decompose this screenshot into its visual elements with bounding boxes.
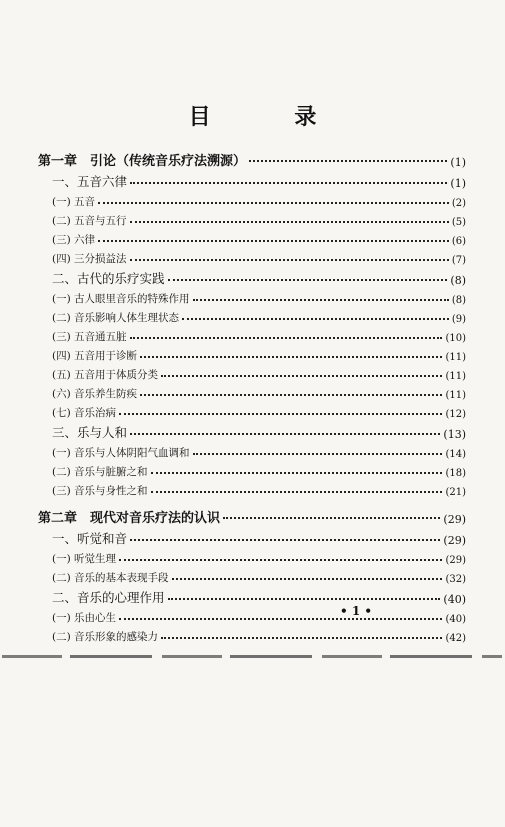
- dot-leader: [140, 356, 442, 358]
- toc-entry-page: (13): [443, 428, 466, 441]
- dot-leader: [151, 472, 443, 474]
- toc-entry-page: (1): [450, 156, 466, 169]
- dot-leader: [119, 618, 442, 620]
- toc-entry-page: (21): [445, 487, 466, 498]
- toc-entry-label: (三) 六律: [52, 234, 96, 246]
- toc-entry-page: (1): [450, 177, 466, 190]
- toc-entry-page: (2): [451, 198, 466, 209]
- toc-entry-label: (三) 音乐与身性之和: [52, 485, 148, 497]
- toc-entry-label: 一、五音六律: [52, 174, 128, 189]
- toc-entry-label: 一、听觉和音: [52, 531, 128, 546]
- toc-entry-label: (二) 音乐形象的感染力: [52, 631, 159, 643]
- toc-sub-entry: [38, 228, 466, 247]
- toc-entry-page: (6): [451, 236, 466, 247]
- toc-section-entry: [38, 585, 466, 606]
- dot-leader: [140, 394, 442, 396]
- toc-sub-entry: [38, 625, 466, 644]
- dot-leader: [130, 337, 443, 339]
- toc-entry-page: (9): [451, 314, 466, 325]
- dot-leader: [161, 637, 442, 639]
- page-title: 目 录: [188, 104, 355, 130]
- toc-entry-page: (5): [451, 217, 466, 228]
- toc-sub-entry: [38, 306, 466, 325]
- toc-entry-page: (8): [451, 295, 466, 306]
- toc-sub-entry: [38, 190, 466, 209]
- toc-entry-page: (29): [443, 513, 466, 526]
- toc-sub-entry: [38, 247, 466, 266]
- toc-sub-entry: [38, 382, 466, 401]
- toc-entry-page: (29): [445, 555, 466, 566]
- dot-leader: [98, 202, 449, 204]
- toc-entry-label: (三) 五音通五脏: [52, 331, 127, 343]
- toc-chapter-entry: [38, 147, 466, 169]
- dot-leader: [119, 413, 442, 415]
- dot-leader: [223, 517, 440, 519]
- toc-entry-label: (四) 五音用于诊断: [52, 350, 138, 362]
- toc-entry-page: (40): [445, 614, 466, 625]
- toc-sub-entry: [38, 209, 466, 228]
- dot-leader: [98, 240, 449, 242]
- toc-sub-entry: [38, 606, 466, 625]
- dot-leader: [168, 279, 448, 281]
- toc-sub-entry: [38, 460, 466, 479]
- dot-leader: [130, 182, 447, 184]
- toc-entry-label: 二、音乐的心理作用: [52, 590, 165, 605]
- toc-entry-page: (40): [443, 593, 466, 606]
- toc-sub-entry: [38, 325, 466, 344]
- dot-leader: [172, 578, 443, 580]
- dot-leader: [130, 433, 440, 435]
- toc-entry-page: (10): [445, 333, 466, 344]
- toc-entry-label: (七) 音乐治病: [52, 407, 117, 419]
- toc-entry-label: (一) 音乐与人体阴阳气血调和: [52, 447, 190, 459]
- toc-entry-label: 第一章 引论（传统音乐疗法溯源）: [38, 154, 247, 169]
- toc-entry-label: (四) 三分损益法: [52, 253, 127, 265]
- toc-chapter-entry: [38, 504, 466, 526]
- toc-entry-label: 第二章 现代对音乐疗法的认识: [38, 511, 221, 526]
- toc-entry-label: (一) 古人眼里音乐的特殊作用: [52, 293, 190, 305]
- dot-leader: [193, 299, 449, 301]
- page-number: • 1 •: [340, 604, 373, 618]
- toc-entry-page: (11): [445, 352, 466, 363]
- toc-sub-entry: [38, 479, 466, 498]
- toc-sub-entry: [38, 363, 466, 382]
- dot-leader: [193, 453, 443, 455]
- toc-sub-entry: [38, 344, 466, 363]
- table-of-contents: [38, 147, 466, 644]
- dot-leader: [130, 259, 449, 261]
- toc-entry-page: (14): [445, 449, 466, 460]
- dot-leader: [130, 539, 440, 541]
- dot-leader: [161, 375, 442, 377]
- toc-entry-page: (29): [443, 534, 466, 547]
- bottom-rule: [2, 655, 502, 658]
- toc-sub-entry: [38, 401, 466, 420]
- dot-leader: [182, 318, 449, 320]
- toc-entry-page: (7): [451, 255, 466, 266]
- toc-entry-label: (一) 五音: [52, 196, 96, 208]
- dot-leader: [168, 598, 441, 600]
- toc-entry-label: (二) 音乐影响人体生理状态: [52, 312, 180, 324]
- toc-section-entry: [38, 266, 466, 287]
- toc-entry-page: (8): [450, 274, 466, 287]
- toc-section-entry: [38, 420, 466, 441]
- toc-entry-label: (五) 五音用于体质分类: [52, 369, 159, 381]
- dot-leader: [119, 559, 442, 561]
- toc-entry-page: (11): [445, 371, 466, 382]
- toc-entry-page: (42): [445, 633, 466, 644]
- toc-entry-page: (32): [445, 574, 466, 585]
- toc-entry-page: (11): [445, 390, 466, 401]
- toc-entry-page: (18): [445, 468, 466, 479]
- toc-entry-label: (一) 听觉生理: [52, 553, 117, 565]
- toc-sub-entry: [38, 441, 466, 460]
- toc-sub-entry: [38, 287, 466, 306]
- toc-entry-label: (二) 音乐与脏腑之和: [52, 466, 148, 478]
- toc-entry-label: (六) 音乐养生防疾: [52, 388, 138, 400]
- toc-sub-entry: [38, 566, 466, 585]
- dot-leader: [151, 491, 443, 493]
- toc-section-entry: [38, 526, 466, 547]
- dot-leader: [249, 160, 447, 162]
- toc-section-entry: [38, 169, 466, 190]
- toc-entry-label: (一) 乐由心生: [52, 612, 117, 624]
- dot-leader: [130, 221, 449, 223]
- toc-entry-label: (二) 音乐的基本表现手段: [52, 572, 169, 584]
- toc-entry-label: 二、古代的乐疗实践: [52, 271, 165, 286]
- toc-entry-page: (12): [445, 409, 466, 420]
- toc-sub-entry: [38, 547, 466, 566]
- toc-entry-label: (二) 五音与五行: [52, 215, 127, 227]
- toc-entry-label: 三、乐与人和: [52, 425, 128, 440]
